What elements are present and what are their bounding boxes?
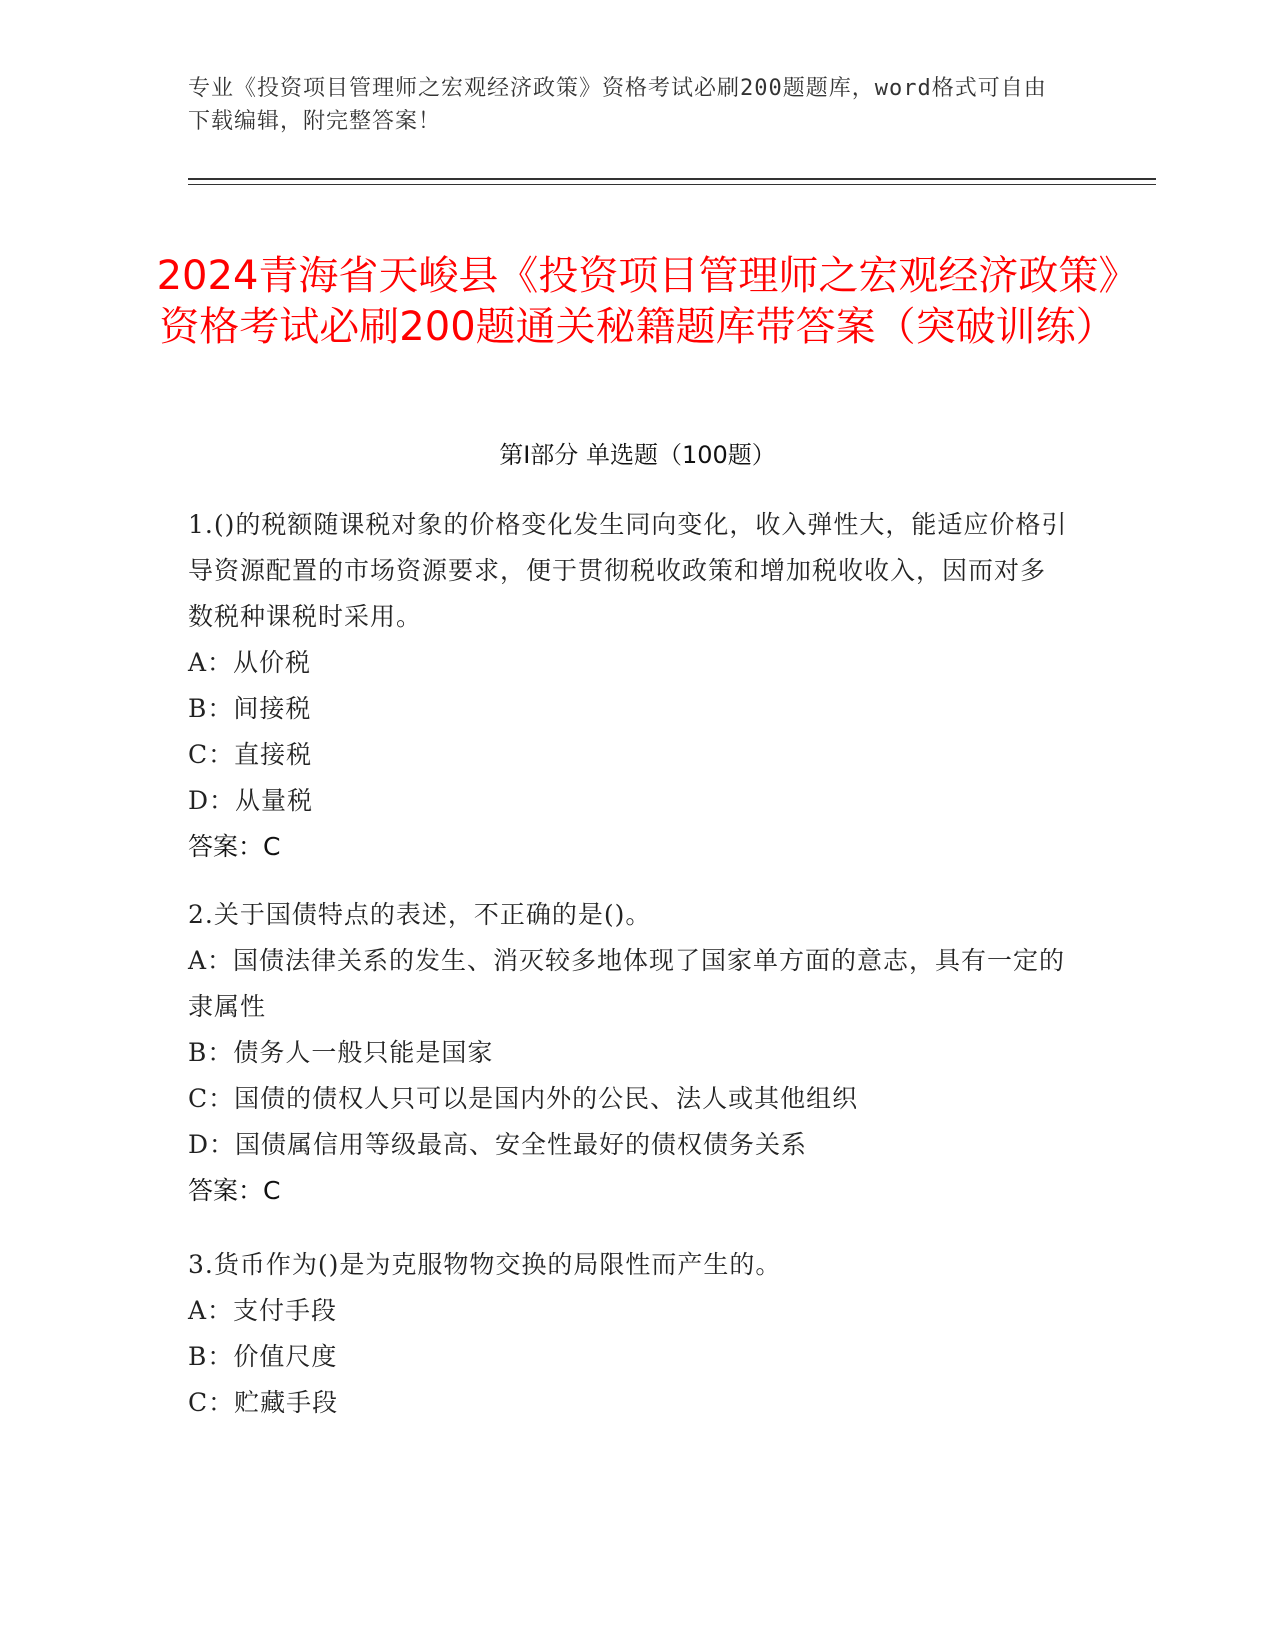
section-heading: 第I部分 单选题（100题）	[499, 441, 776, 469]
answer: 答案：C	[188, 1176, 281, 1205]
option-d: D：国债属信用等级最高、安全性最好的债权债务关系	[188, 1130, 808, 1159]
option-b: B：债务人一般只能是国家	[188, 1038, 494, 1067]
option-b: B：间接税	[188, 694, 312, 723]
header-divider-thin	[188, 184, 1156, 185]
question-2	[188, 892, 1068, 1214]
document-title: 2024青海省天峻县《投资项目管理师之宏观经济政策》资格考试必刷200题通关秘籍题库带答案（突破训练）	[156, 252, 1119, 350]
option-d: D：从量税	[188, 786, 314, 815]
header-divider-thick	[188, 178, 1156, 180]
option-a: A：支付手段	[188, 1296, 338, 1325]
option-a: A：国债法律关系的发生、消灭较多地体现了国家单方面的意志，具有一定的隶属性	[188, 946, 1066, 1021]
option-a: A：从价税	[188, 648, 312, 677]
question-3	[188, 1242, 1068, 1426]
header-note: 专业《投资项目管理师之宏观经济政策》资格考试必刷200题题库，word格式可自由下载编辑，附完整答案！	[188, 76, 1047, 134]
option-c: C：直接税	[188, 740, 313, 769]
option-b: B：价值尺度	[188, 1342, 338, 1371]
option-c: C：贮藏手段	[188, 1388, 339, 1417]
question-1	[188, 502, 1068, 870]
question-stem: 3.货币作为()是为克服物物交换的局限性而产生的。	[188, 1250, 782, 1279]
option-c: C：国债的债权人只可以是国内外的公民、法人或其他组织	[188, 1084, 859, 1113]
question-stem: 2.关于国债特点的表述，不正确的是()。	[188, 900, 652, 929]
answer: 答案：C	[188, 832, 281, 861]
question-stem: 1.()的税额随课税对象的价格变化发生同向变化，收入弹性大，能适应价格引导资源配置的市场资源要求，便于贯彻税收政策和增加税收收入，因而对多数税种课税时采用。	[188, 510, 1068, 631]
